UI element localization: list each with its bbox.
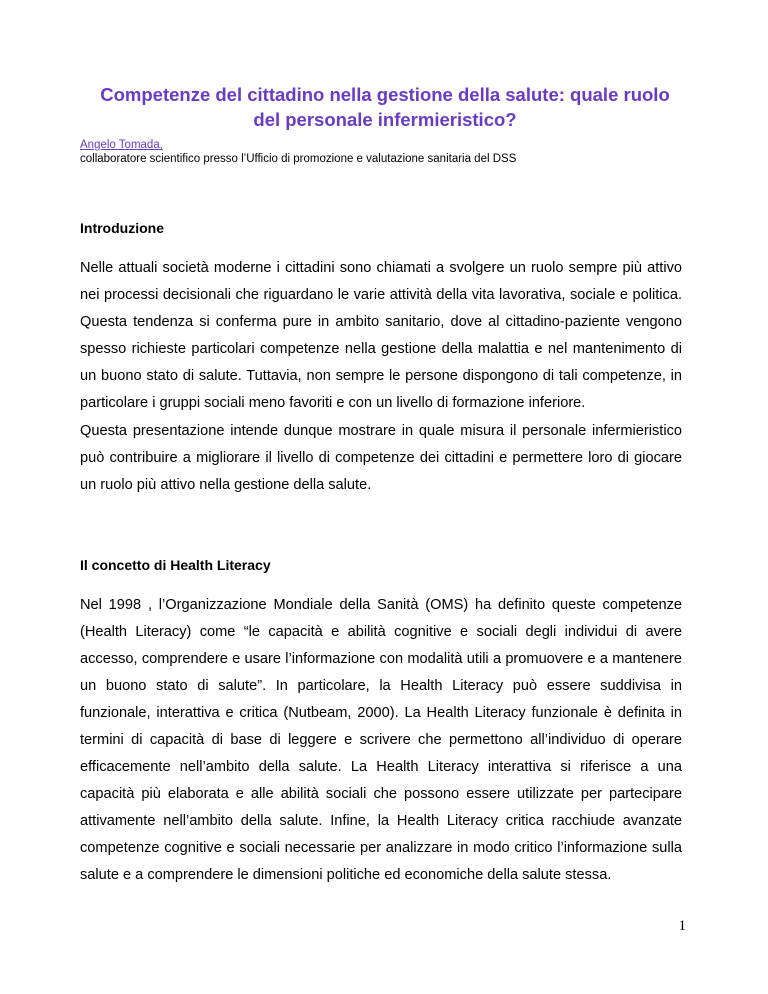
document-title: Competenze del cittadino nella gestione della salute: quale ruolo del personale infermieristico? [100, 84, 670, 130]
author-affiliation: collaboratore scientifico presso l’Ufficio di promozione e valutazione sanitaria del DSS [80, 153, 517, 165]
introduction-paragraph-2: Questa presentazione intende dunque mostrare in quale misura il personale infermieristico può contribuire a migliorare il livello di competenze dei cittadini e permettere loro di giocare un ruolo più attivo nella gestione della salute. [80, 423, 682, 493]
section-heading-health-literacy: Il concetto di Health Literacy [80, 557, 271, 573]
introduction-paragraph-1: Nelle attuali società moderne i cittadini sono chiamati a svolgere un ruolo sempre più attivo nei processi decisionali che riguardano le varie attività della vita lavorativa, sociale e politica. Questa tendenza si conferma pure in ambito sanitario, dove al cittadino-paziente vengono spesso richieste particolari competenze nella gestione della malattia e nel mantenimento di un buono stato di salute. Tuttavia, non sempre le persone dispongono di tali competenze, in particolare i gruppi sociali meno favoriti e con un livello di formazione inferiore. [80, 260, 682, 411]
author-link[interactable]: Angelo Tomada, [80, 139, 163, 151]
page-number: 1 [678, 918, 686, 934]
health-literacy-paragraph-1: Nel 1998 , l’Organizzazione Mondiale della Sanità (OMS) ha definito queste competenze (Health Literacy) come “le capacità e abilità cognitive e sociali degli individui di avere accesso, comprendere e usare l’informazione con modalità utili a promuovere e a mantenere un buono stato di salute”. In particolare, la Health Literacy può essere suddivisa in funzionale, interattiva e critica (Nutbeam, 2000). La Health Literacy funzionale è definita in termini di capacità di base di leggere e scrivere che permettono all’individuo di operare efficacemente nell’ambito della salute. La Health Literacy interattiva si riferisce a una capacità più elaborata e alle abilità sociali che possono essere utilizzate per partecipare attivamente nell’ambito della salute. Infine, la Health Literacy critica racchiude avanzate competenze cognitive e sociali necessarie per analizzare in modo critico l’informazione sulla salute e a comprendere le dimensioni politiche ed economiche della salute stessa. [80, 597, 682, 883]
section-heading-introduzione: Introduzione [80, 220, 164, 236]
